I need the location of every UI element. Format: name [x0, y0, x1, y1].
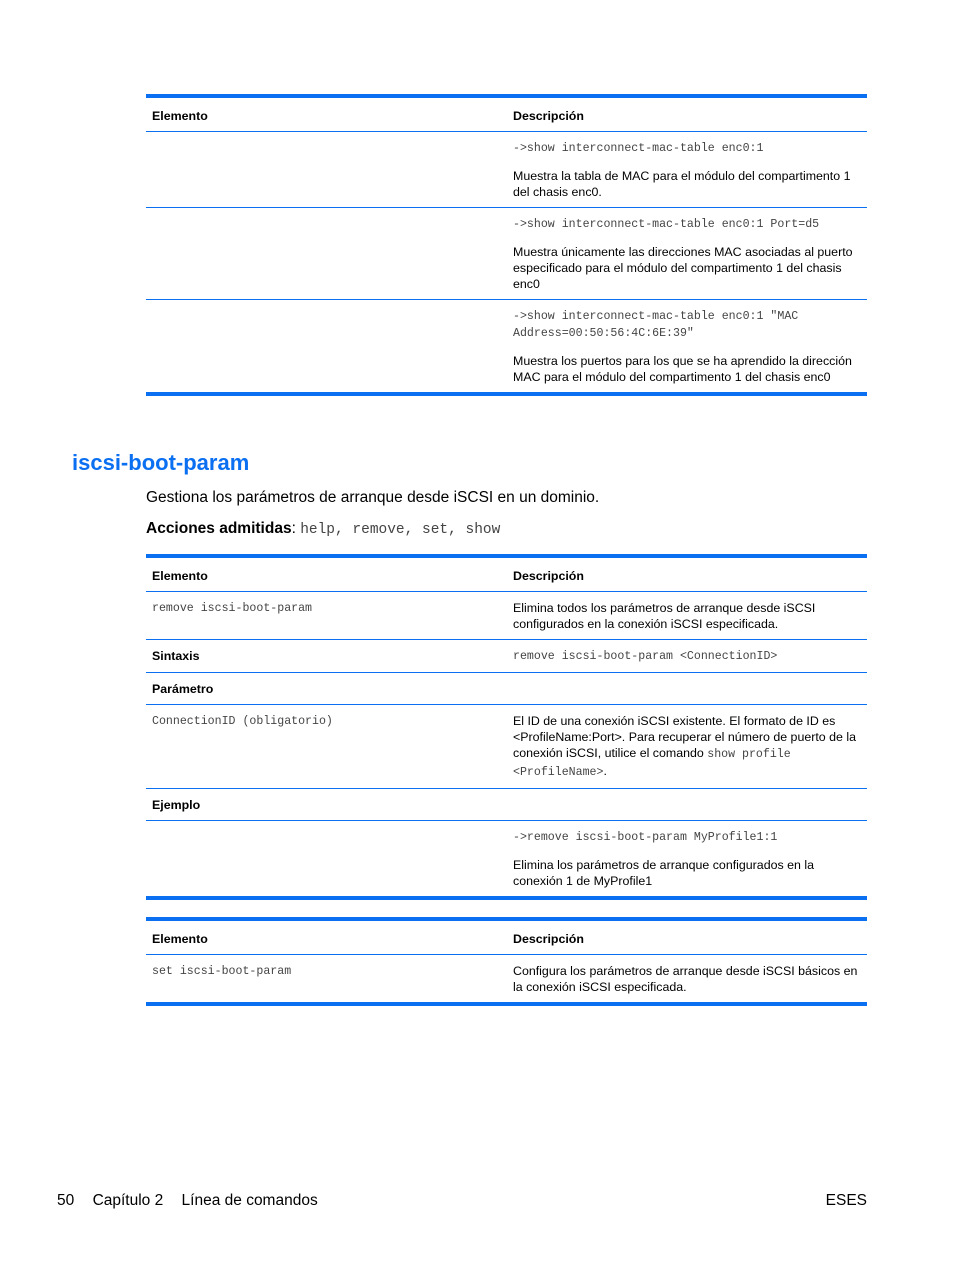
- element-cell: [146, 132, 507, 208]
- description-cell: [507, 208, 867, 300]
- description-cell: Configura los parámetros de arranque desde iSCSI básicos en la conexión iSCSI especificada.: [513, 964, 858, 994]
- element-cell: [146, 300, 507, 395]
- footer-locale: ESES: [825, 1192, 867, 1209]
- table-row: [146, 955, 867, 1005]
- parameter-cell: [146, 705, 507, 789]
- empty-cell: [507, 789, 867, 821]
- parameter-desc-end: .: [603, 764, 607, 778]
- chapter-label: Capítulo 2: [92, 1192, 164, 1209]
- parameter-desc-command: show profile <ProfileName>: [513, 748, 791, 779]
- command-name: set iscsi-boot-param: [152, 965, 292, 978]
- column-header-element: Elemento: [146, 96, 507, 132]
- table-row: [146, 640, 867, 673]
- example-description: Muestra únicamente las direcciones MAC asociadas al puerto especificado para el módulo del compartimento 1 del chasis enc0: [513, 245, 853, 291]
- column-header-description: Descripción: [507, 556, 867, 592]
- example-description: Elimina los parámetros de arranque configurados en la conexión 1 de MyProfile1: [513, 858, 814, 888]
- syntax-cell: [507, 640, 867, 673]
- column-header-element: Elemento: [146, 919, 507, 955]
- parameter-description: [507, 705, 867, 789]
- actions-values: help, remove, set, show: [300, 522, 501, 538]
- description-cell: Elimina todos los parámetros de arranque desde iSCSI configurados en la conexión iSCSI especificada.: [507, 592, 867, 640]
- syntax-value: remove iscsi-boot-param <ConnectionID>: [513, 650, 778, 663]
- mac-table-examples: [146, 94, 867, 396]
- description-cell: [507, 300, 867, 395]
- example-description: Muestra los puertos para los que se ha aprendido la dirección MAC para el módulo del compartimento 1 del chasis enc0: [513, 354, 852, 384]
- table-row: [146, 705, 867, 789]
- description-cell: [507, 821, 867, 899]
- example-command: ->show interconnect-mac-table enc0:1 Port=d5: [513, 218, 820, 231]
- syntax-label: Sintaxis: [146, 640, 507, 673]
- table-row: [146, 132, 867, 208]
- column-header-description: Descripción: [507, 919, 867, 955]
- table-header-row: [146, 96, 867, 132]
- page-number: 50: [57, 1192, 75, 1209]
- table-row: [146, 300, 867, 395]
- table-row: [146, 673, 867, 705]
- table-header-row: [146, 919, 867, 955]
- section-intro: Gestiona los parámetros de arranque desde iSCSI en un dominio.: [146, 489, 600, 506]
- parameter-name: ConnectionID (obligatorio): [152, 715, 333, 728]
- parameter-label: Parámetro: [146, 673, 507, 705]
- table-row: [146, 592, 867, 640]
- page-footer: [57, 1192, 332, 1210]
- column-header-element: Elemento: [146, 556, 507, 592]
- table-row: [146, 821, 867, 899]
- column-header-description: Descripción: [507, 96, 867, 132]
- actions-label: Acciones admitidas: [146, 520, 292, 537]
- remove-command-table: [146, 554, 867, 900]
- table-row: [146, 789, 867, 821]
- example-label: Ejemplo: [146, 789, 507, 821]
- example-command: ->show interconnect-mac-table enc0:1 "MAC Address=00:50:56:4C:6E:39": [513, 310, 799, 340]
- set-command-table: [146, 917, 867, 1006]
- example-command: ->remove iscsi-boot-param MyProfile1:1: [513, 831, 778, 844]
- supported-actions: [146, 520, 500, 538]
- section-title: iscsi-boot-param: [72, 450, 250, 475]
- empty-cell: [507, 673, 867, 705]
- element-cell: [146, 208, 507, 300]
- command-name: remove iscsi-boot-param: [152, 602, 313, 615]
- chapter-title: Línea de comandos: [181, 1192, 318, 1209]
- element-cell: [146, 592, 507, 640]
- actions-separator: :: [291, 520, 301, 537]
- element-cell: [146, 821, 507, 899]
- parameter-desc-text: El ID de una conexión iSCSI existente. El formato de ID es <ProfileName:Port>. Para recuperar el número de puerto de la conexión iSCSI, utilice el comando: [513, 714, 856, 760]
- example-command: ->show interconnect-mac-table enc0:1: [513, 142, 764, 155]
- element-cell: [146, 955, 507, 1005]
- example-description: Muestra la tabla de MAC para el módulo del compartimento 1 del chasis enc0.: [513, 169, 851, 199]
- description-cell: [507, 132, 867, 208]
- table-header-row: [146, 556, 867, 592]
- table-row: [146, 208, 867, 300]
